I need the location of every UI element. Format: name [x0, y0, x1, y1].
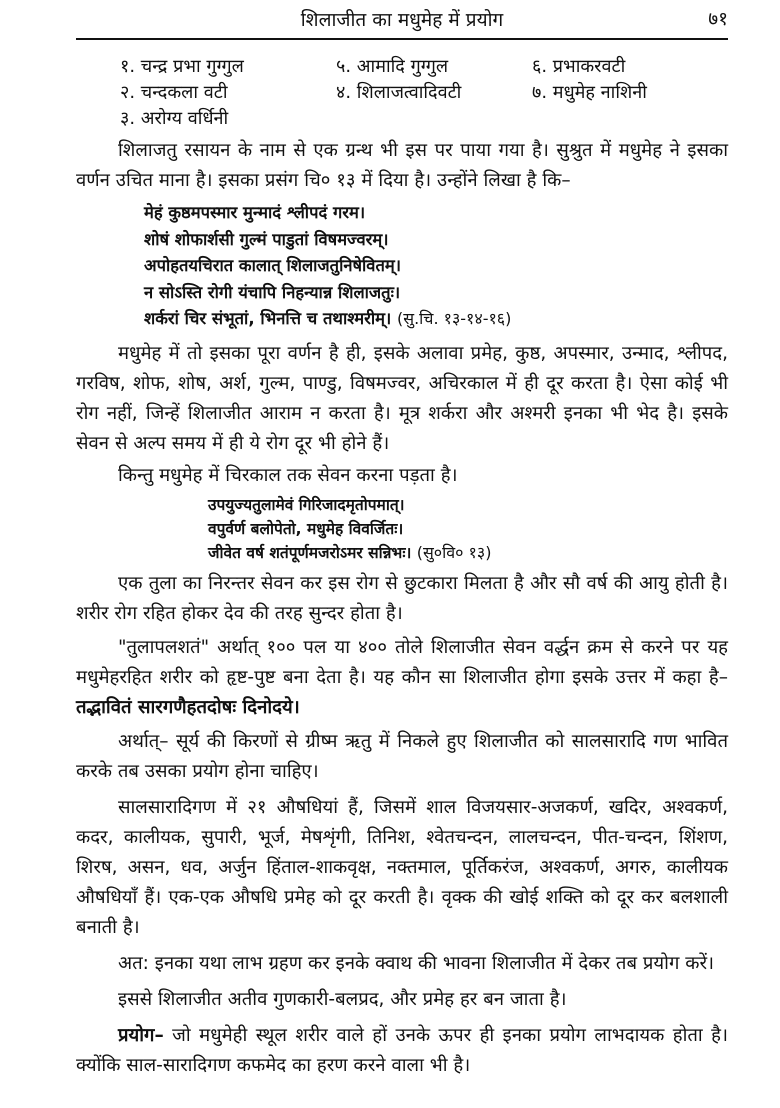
- list-item: ४. शिलाजत्वादिवटी: [336, 82, 462, 103]
- paragraph: एक तुला का निरन्तर सेवन कर इस रोग से छुटकारा मिलता है और सौ वर्ष की आयु होती है। शरीर रोग रहित होकर देव की तरह सुन्दर होता है।: [76, 572, 728, 624]
- paragraph: शिलाजतु रसायन के नाम से एक ग्रन्थ भी इस पर पाया गया है। सुश्रुत में मधुमेह ने इसका वर्णन उचित माना है। इसका प्रसंग चि० १३ में दिया है। उन्होंने लिखा है कि–: [76, 140, 728, 191]
- paragraph: किन्तु मधुमेह में चिरकाल तक सेवन करना पड़ता है।: [118, 464, 458, 486]
- list-item: ७. मधुमेह नाशिनी: [532, 82, 647, 103]
- bold-quote: तद्भावितं सारगणैहतदोषः दिनोदये।: [76, 696, 300, 718]
- list-item: ३. अरोग्य वर्धिनी: [120, 108, 229, 129]
- paragraph: [76, 633, 728, 723]
- paragraph: मधुमेह में तो इसका पूरा वर्णन है ही, इसके अलावा प्रमेह, कुष्ठ, अपस्मार, उन्माद, श्लीपद, गरविष, शोफ, शोष, अर्श, गुल्म, पाण्डु, विषमज्वर, अचिरकाल में ही दूर करता है। ऐसा कोई भी रोग नहीं, जिन्हें शिलाजीत आराम न करता है। मूत्र शर्करा और अश्मरी इनका भी भेद है। इसके सेवन से अल्प समय में ही ये रोग दूर भी होने हैं।: [76, 342, 728, 454]
- verse-line: मेहं कुष्ठमपस्मार मुन्मादं श्लीपदं गरम।: [144, 203, 366, 222]
- verse-line: उपयुज्यतुलामेवं गिरिजादमृतोपमात्।: [208, 495, 405, 514]
- verse-line: न सोऽस्ति रोगी यंचापि निहन्यान्न शिलाजतुः।: [144, 282, 401, 302]
- section-label: प्रयोग–: [118, 1024, 164, 1046]
- running-title: शिलाजीत का मधुमेह में प्रयोग: [300, 9, 504, 31]
- page-header: [76, 0, 728, 40]
- preparation-list: [76, 54, 728, 132]
- verse-reference: (सु०वि० १३): [416, 542, 492, 562]
- page-number: ७१: [708, 8, 728, 30]
- verse-line: अपोहतयचिरात कालात् शिलाजतुनिषेवितम्।: [144, 256, 402, 275]
- paragraph: [76, 1021, 728, 1081]
- verse-line: शर्करां चिर संभूतां, भिनत्ति च तथाश्मरीम्।: [144, 309, 392, 328]
- sanskrit-verse: [208, 493, 728, 565]
- paragraph-text: "तुलापलशतं" अर्थात् १०० पल या ४०० तोले शिलाजीत सेवन वर्द्धन क्रम से करने पर यह मधुमेहरहित शरीर को हृष्ट-पुष्ट बना देता है। यह कौन सा शिलाजीत होगा इसके उत्तर में कहा है–: [76, 636, 728, 688]
- verse-reference: (सु.चि. १३-१४-१६): [397, 309, 512, 328]
- paragraph-text: जो मधुमेही स्थूल शरीर वाले हों उनके ऊपर ही इनका प्रयोग लाभदायक होता है। क्योंकि साल-सारादिगण कफमेद का हरण करने वाला भी है।: [76, 1024, 728, 1076]
- list-item: ५. आमादि गुग्गुल: [336, 56, 449, 77]
- sanskrit-verse: [144, 200, 728, 333]
- list-item: २. चन्दकला वटी: [120, 82, 228, 103]
- paragraph: इससे शिलाजीत अतीव गुणकारी-बलप्रद, और प्रमेह हर बन जाता है।: [118, 988, 567, 1010]
- verse-line: शोषं शोफार्शसी गुल्मं पाडुतां विषमज्वरम्।: [144, 229, 389, 249]
- verse-line: जीवेत वर्ष शतंपूर्णमजरोऽमर सन्निभः।: [208, 543, 412, 562]
- paragraph: अत: इनका यथा लाभ ग्रहण कर इनके क्वाथ की भावना शिलाजीत में देकर तब प्रयोग करें।: [118, 952, 715, 974]
- verse-line: वपुर्वर्ण बलोपेतो, मधुमेह विवर्जितः।: [208, 519, 404, 538]
- list-item: १. चन्द्र प्रभा गुग्गुल: [120, 56, 244, 77]
- paragraph: सालसारादिगण में २१ औषधियां हैं, जिसमें शाल विजयसार-अजकर्ण, खदिर, अश्वकर्ण, कदर, कालीयक, सुपारी, भूर्ज, मेषशृंगी, तिनिश, श्वेतचन्दन, लालचन्दन, पीत-चन्दन, शिंशण, शिरष, असन, धव, अर्जुन हिंताल-शाकवृक्ष, नक्तमाल, पूर्तिकरंज, अश्वकर्ण, अगरु, कालीयक औषधियाँ हैं। एक-एक औषधि प्रमेह को दूर करती है। वृक्क की खोई शक्ति को दूर कर बलशाली बनाती है।: [76, 796, 728, 938]
- paragraph: अर्थात्– सूर्य की किरणों से ग्रीष्म ऋतु में निकले हुए शिलाजीत को सालसारादि गण भावित करके तब उसका प्रयोग होना चाहिए।: [76, 730, 728, 782]
- list-item: ६. प्रभाकरवटी: [532, 56, 626, 77]
